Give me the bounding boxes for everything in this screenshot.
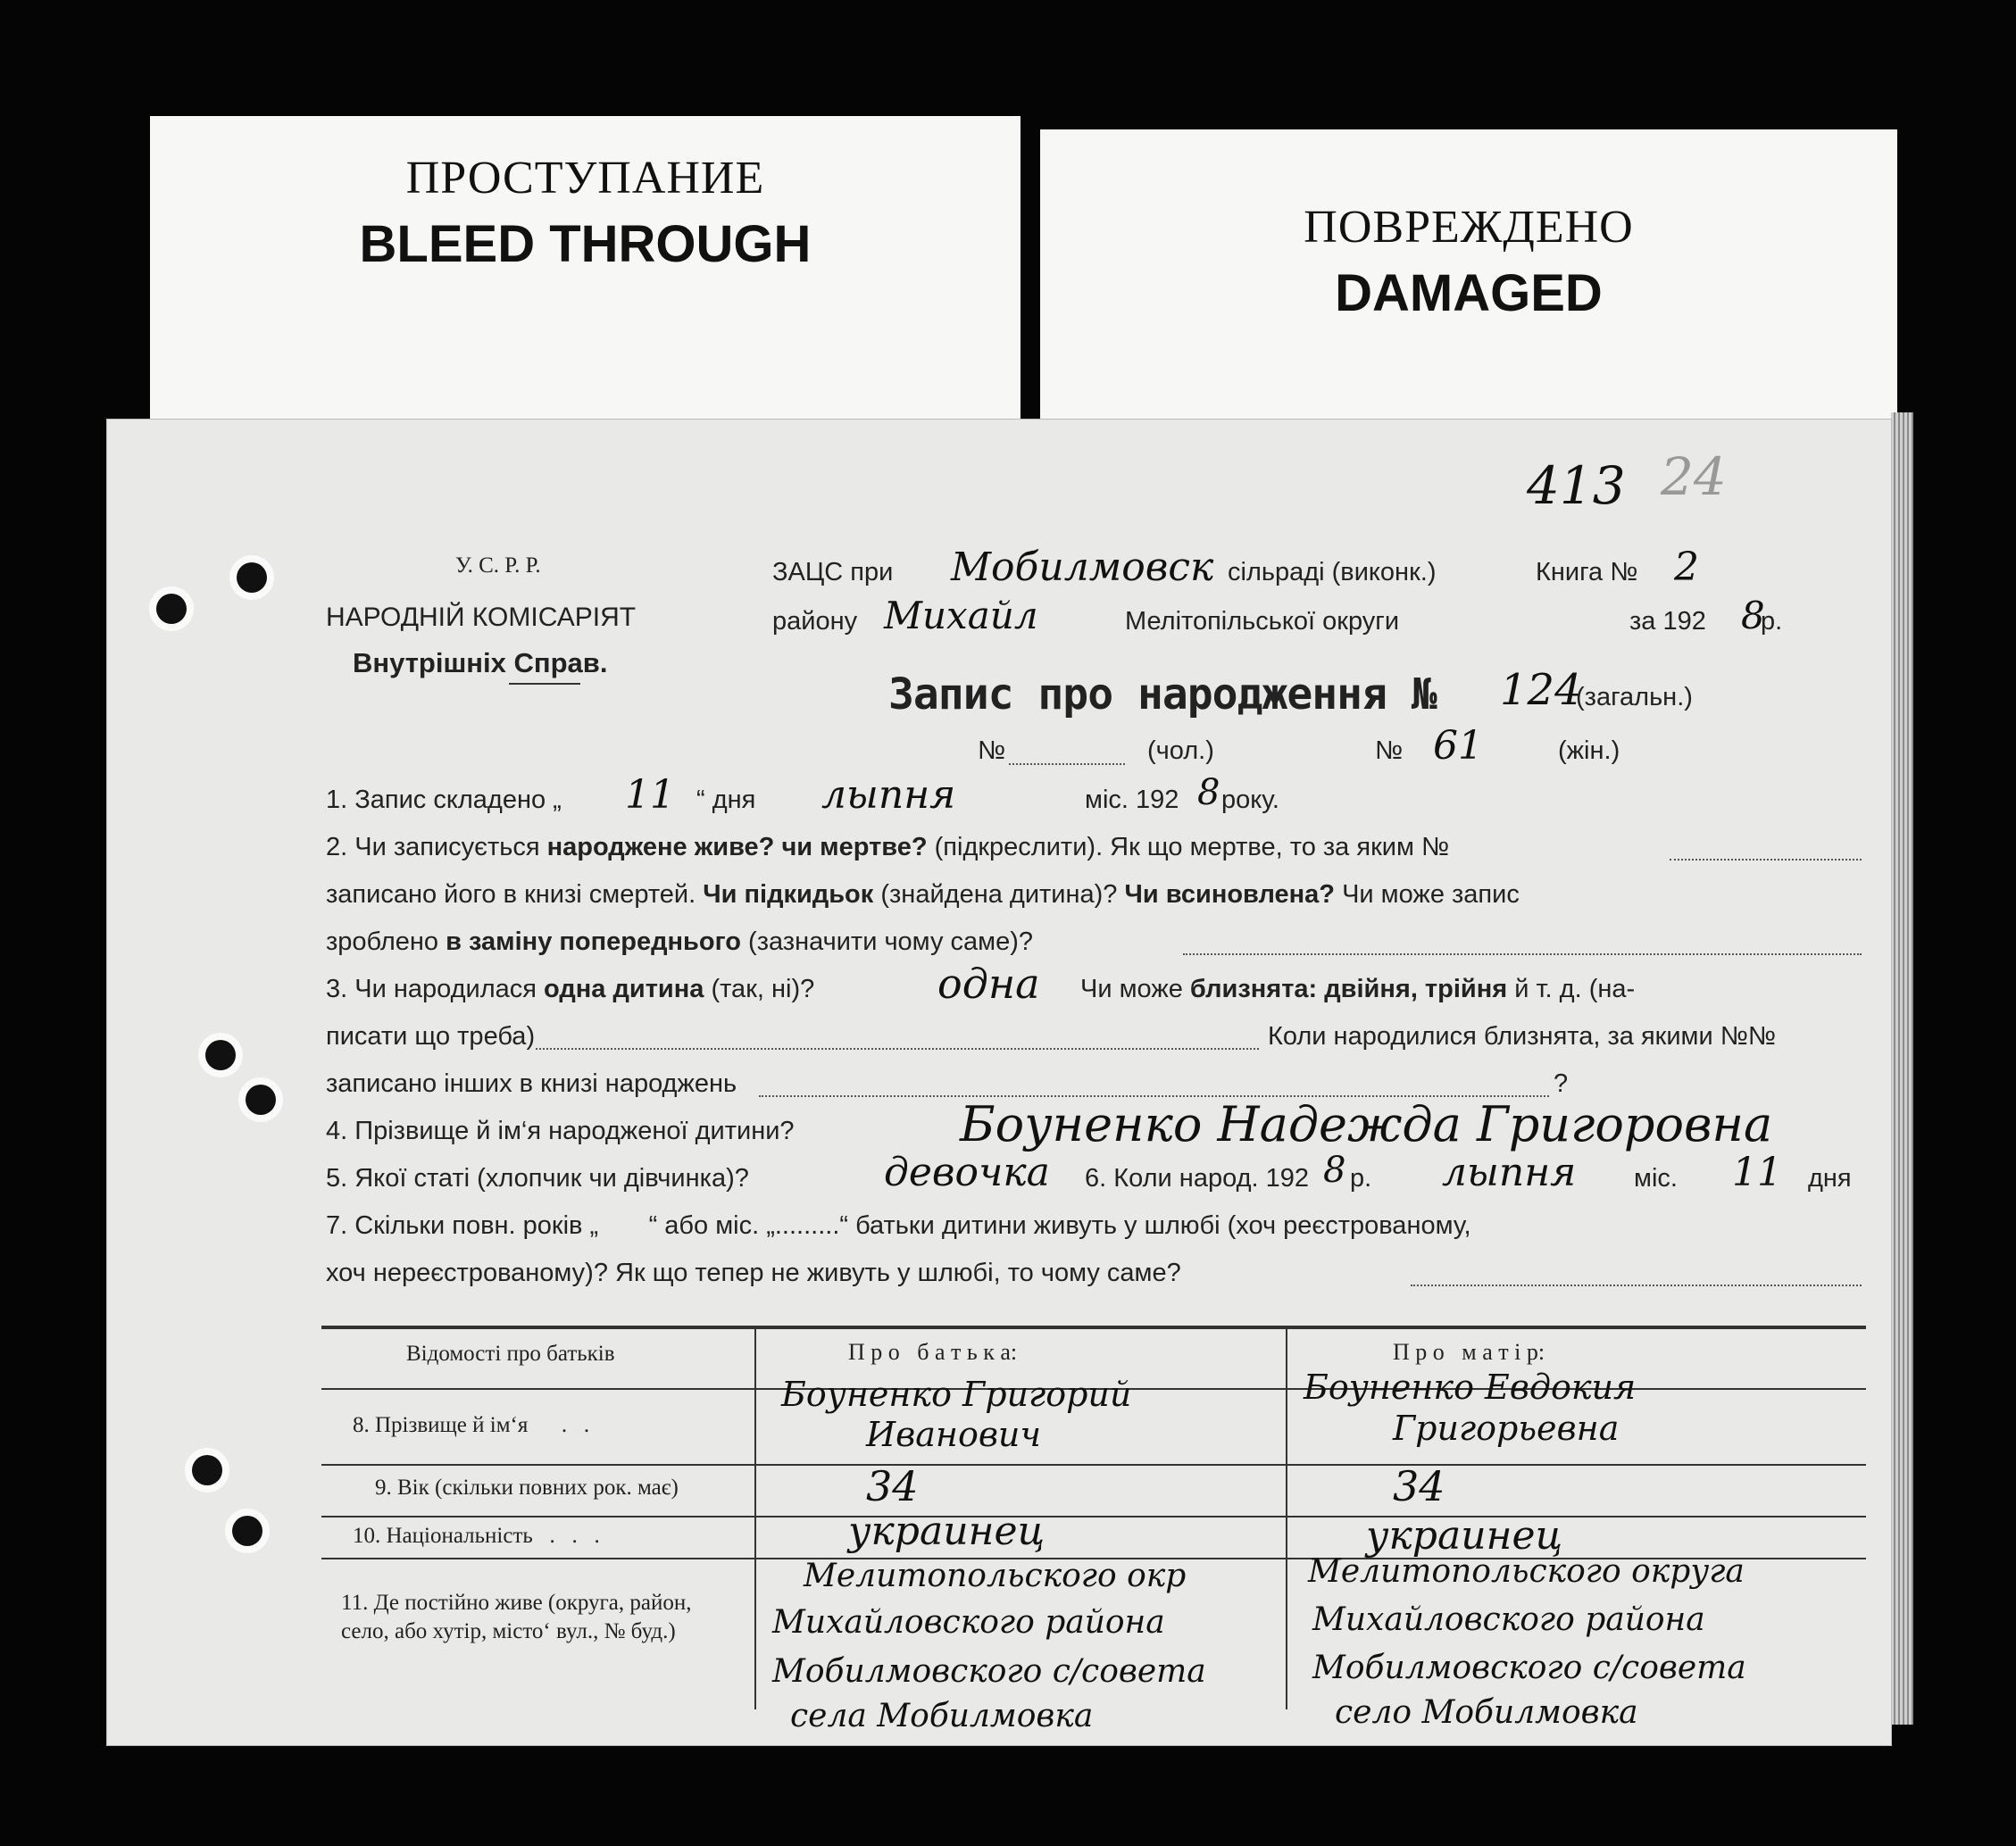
table-header-mother: П р о м а т і р: [1393, 1339, 1545, 1365]
mother-residence-3: Мобилмовского с/совета [1312, 1650, 1746, 1686]
q6-r: р. [1350, 1164, 1372, 1193]
q2-alive-dead: народжене живе? чи мертве? [546, 833, 928, 861]
q2-text: Чи може запис [1335, 880, 1520, 909]
birth-record-form [107, 420, 1891, 1745]
q2-text: (зазначити чому саме)? [740, 927, 1033, 956]
q2-line1 [326, 833, 1449, 862]
bleed-through-card [150, 116, 1020, 455]
q2-replacement: в заміну попереднього [446, 927, 741, 956]
q4-label: 4. Прізвище й ім‘я народженої дитини? [326, 1117, 795, 1145]
row-label-name: 8. Прізвище й ім‘я . . [353, 1413, 590, 1437]
mother-age: 34 [1393, 1462, 1445, 1510]
q2-line3 [326, 927, 1033, 957]
year-label: за 192 [1629, 607, 1706, 636]
year-suffix: р. [1761, 607, 1783, 636]
mother-nationality: украинец [1366, 1513, 1563, 1559]
punch-hole [246, 1085, 276, 1115]
q3-line1b [1080, 975, 1635, 1004]
female-no-value: 61 [1433, 723, 1483, 769]
village-council-label: сільраді (виконк.) [1228, 558, 1437, 586]
q3-line3-pre: записано інших в книзі народжень [326, 1069, 737, 1098]
q6-label: 6. Коли народ. 192 [1085, 1164, 1309, 1193]
father-residence-4: села Мобилмовка [790, 1698, 1094, 1734]
q2-text: (знайдена дитина)? [873, 880, 1125, 909]
q1-day: 11 [625, 772, 675, 818]
punch-hole [192, 1455, 222, 1485]
general-label: (загальн.) [1576, 683, 1693, 711]
q7-reason-field [1411, 1285, 1862, 1286]
archive-number: 413 [1527, 455, 1626, 516]
zags-value: Мобилмовск [951, 545, 1214, 590]
q3-one-child: одна дитина [544, 975, 704, 1003]
row-label-age: 9. Вік (скільки повних рок. має) [375, 1476, 679, 1500]
q1-post: міс. 192 [1085, 786, 1179, 814]
q1-mid: “ дня [696, 786, 756, 814]
q2-text: 2. Чи записується [326, 833, 547, 861]
female-label: (жін.) [1558, 736, 1620, 765]
commissariat-label: НАРОДНІЙ КОМІСАРІЯТ [326, 603, 637, 632]
header-rule [509, 683, 580, 685]
q3-twins-field [536, 1048, 1259, 1050]
bleed-through-en: BLEED THROUGH [359, 215, 812, 273]
q3-line2-pre: писати що треба) [326, 1022, 536, 1051]
col-rule [1286, 1326, 1287, 1709]
father-residence-2: Михайловского района [772, 1604, 1165, 1641]
page-stack-edge [1891, 412, 1913, 1725]
table-header-father: П р о б а т ь к а: [848, 1339, 1018, 1365]
punch-hole [205, 1040, 236, 1070]
q1-month: лыпня [821, 772, 956, 818]
q2-reason-field [1183, 953, 1862, 955]
father-nationality: украинец [848, 1509, 1045, 1554]
q6-year: 8 [1323, 1150, 1346, 1191]
internal-affairs-label: Внутрішніх Справ. [353, 647, 608, 678]
q1-pre: 1. Запис складено „ [326, 786, 562, 814]
damaged-ru: ПОВРЕЖДЕНО [1304, 202, 1634, 253]
q3-text: й т. д. (на- [1507, 975, 1636, 1003]
punch-hole [156, 594, 187, 624]
q3-text: (так, ні)? [704, 975, 815, 1003]
book-value: 2 [1674, 545, 1699, 590]
q1-end: року. [1221, 786, 1279, 814]
male-no-field [1009, 763, 1125, 765]
mother-name-2: Григорьевна [1393, 1409, 1620, 1448]
okrug-label: Мелітопільської округи [1125, 607, 1400, 636]
q6-month: лыпня [1442, 1150, 1577, 1195]
year-value: 8 [1741, 594, 1765, 637]
q1-year: 8 [1197, 772, 1220, 813]
father-name-2: Иванович [866, 1415, 1042, 1454]
q2-death-no-field [1670, 859, 1862, 861]
ussr-label: У. С. Р. Р. [455, 553, 541, 578]
q3-answer: одна [937, 960, 1040, 1008]
male-label: (чол.) [1147, 736, 1214, 765]
punch-hole [232, 1516, 262, 1546]
row-label-nationality: 10. Національність . . . [353, 1524, 600, 1548]
female-no-label: № [1375, 736, 1404, 765]
punch-hole [237, 562, 267, 593]
row-label-residence: 11. Де постійно живе (округа, район, село, або хутір, місто‘ вул., № буд.) [341, 1591, 692, 1643]
q5-answer: девочка [884, 1150, 1050, 1195]
row-rule [321, 1516, 1866, 1518]
district-value: Михайл [884, 594, 1038, 637]
q6-day: 11 [1732, 1150, 1782, 1195]
q2-foundling: Чи підкидьок [703, 880, 874, 909]
q7-line1: 7. Скільки повн. років „ “ або міс. „.........“ батьки дитини живуть у шлюбі (хоч реєстрованому, [326, 1211, 1471, 1240]
archive-number-faded: 24 [1661, 446, 1727, 507]
mother-residence-2: Михайловского района [1312, 1601, 1705, 1638]
q2-adopted: Чи всиновлена? [1124, 880, 1336, 909]
male-no-label: № [978, 736, 1006, 765]
q2-text: (підкреслити). Як що мертве, то за яким № [927, 833, 1450, 861]
damaged-en: DAMAGED [1335, 264, 1603, 322]
mother-name-1: Боуненко Евдокия [1304, 1368, 1637, 1407]
bleed-through-ru: ПРОСТУПАНИЕ [405, 153, 765, 204]
col-rule [754, 1326, 756, 1709]
father-residence-3: Мобилмовского с/совета [772, 1653, 1206, 1690]
damaged-card [1040, 129, 1897, 455]
q7-line2: хоч нереєстрованому)? Як що тепер не живуть у шлюбі, то чому саме? [326, 1259, 1181, 1287]
mother-residence-1: Мелитопольского округа [1308, 1553, 1745, 1590]
father-age: 34 [866, 1462, 919, 1510]
table-header-info: Відомості про батьків [406, 1342, 615, 1366]
zags-label: ЗАЦС при [772, 558, 894, 586]
father-residence-1: Мелитопольского окр [804, 1558, 1187, 1594]
book-label: Книга № [1536, 558, 1638, 586]
row-rule [321, 1464, 1866, 1466]
q2-line2 [326, 880, 1520, 910]
table-top-rule [321, 1326, 1866, 1329]
q3-line3-post: ? [1554, 1069, 1569, 1098]
q3-line2-post: Коли народилися близнята, за якими №№ [1268, 1022, 1776, 1051]
q3-text: 3. Чи народилася [326, 975, 545, 1003]
record-number: 124 [1500, 665, 1582, 715]
district-label: району [772, 607, 858, 636]
q6-dnia: дня [1808, 1164, 1852, 1193]
father-name-1: Боуненко Григорий [781, 1375, 1132, 1414]
q2-text: зроблено [326, 927, 446, 956]
record-title: Запис про народження № [888, 669, 1437, 719]
q3-line1 [326, 975, 814, 1004]
mother-residence-4: село Мобилмовка [1335, 1694, 1638, 1731]
q5-label: 5. Якої статі (хлопчик чи дівчинка)? [326, 1164, 749, 1193]
q4-answer: Боуненко Надежда Григоровна [960, 1096, 1773, 1152]
q6-mis: міс. [1634, 1164, 1678, 1193]
q2-text: записано його в книзі смертей. [326, 880, 704, 909]
q3-twins: близнята: двійня, трійня [1189, 975, 1508, 1003]
q3-text: Чи може [1080, 975, 1190, 1003]
